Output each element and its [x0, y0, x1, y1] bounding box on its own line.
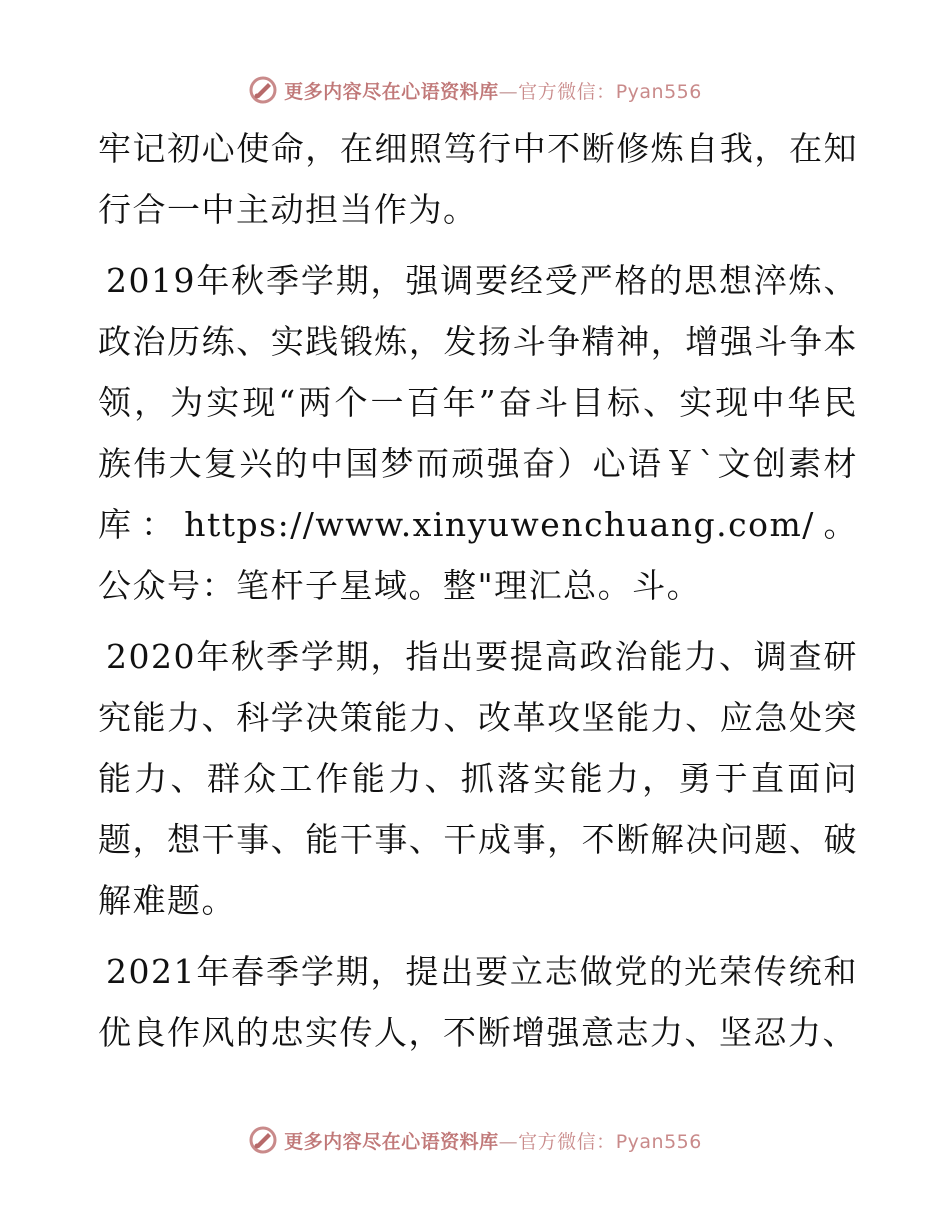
- watermark-separator: —: [498, 1130, 519, 1153]
- watermark-site: 更多内容尽在心语资料库: [284, 1130, 499, 1153]
- paragraph-2020: 2020年秋季学期，指出要提高政治能力、调查研究能力、科学决策能力、改革攻坚能力、应急处突能力、群众工作能力、抓落实能力，勇于直面问题，想干事、能干事、干成事，不断解决问题、破解难题。: [98, 637, 858, 920]
- watermark-text: [284, 77, 702, 104]
- watermark-wechat-id: Pyan556: [615, 80, 702, 103]
- watermark-site: 更多内容尽在心语资料库: [284, 80, 499, 103]
- watermark-wechat-label: 官方微信：: [518, 80, 616, 103]
- paragraph-2021: 2021年春季学期，提出要立志做党的光荣传统和优良作风的忠实传人，不断增强意志力、坚忍力、: [98, 952, 858, 1052]
- watermark-wechat-label: 官方微信：: [518, 1130, 616, 1153]
- paragraph-continuation: 牢记初心使命，在细照笃行中不断修炼自我，在知行合一中主动担当作为。: [98, 129, 858, 229]
- paragraph-2019: 2019年秋季学期，强调要经受严格的思想淬炼、政治历练、实践锻炼，发扬斗争精神，增强斗争本领，为实现“两个一百年”奋斗目标、实现中华民族伟大复兴的中国梦而顽强奋）心语￥`文创素材库：https://www.xinyuwenchuang.com/。公众号：笔杆子星域。整"理汇总。斗。: [98, 261, 858, 605]
- watermark-text: [284, 1127, 702, 1154]
- watermark-separator: —: [498, 80, 519, 103]
- header-watermark: [0, 70, 950, 110]
- footer-watermark: [0, 1120, 950, 1160]
- document-body: [98, 118, 858, 1063]
- watermark-wechat-id: Pyan556: [615, 1130, 702, 1153]
- brush-seal-icon: [248, 75, 278, 105]
- brush-seal-icon: [248, 1125, 278, 1155]
